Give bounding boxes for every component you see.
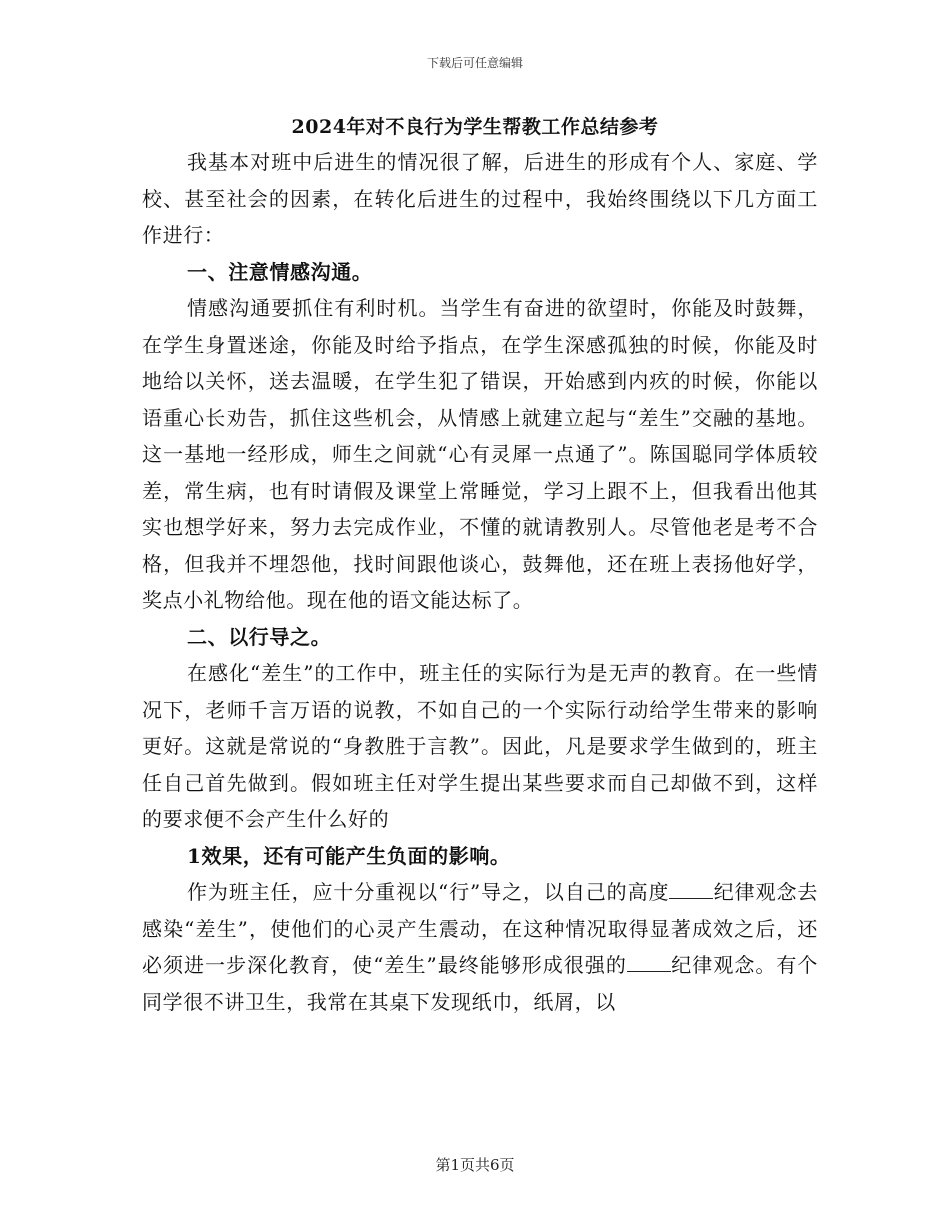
paragraph-discipline-part2: 纪律观念去感染“差生”，使他们的心灵产生震动，在这种情况取得显著成效之后，还必须进一步深化教育，使“差生”最终能够形成很强的 bbox=[142, 880, 818, 977]
document-title: 2024年对不良行为学生帮教工作总结参考 bbox=[291, 116, 659, 138]
paragraph-intro: 我基本对班中后进生的情况很了解，后进生的形成有个人、家庭、学校、甚至社会的因素，在转化后进生的过程中，我始终围绕以下几方面工作进行： bbox=[142, 150, 818, 247]
section-heading-1: 一、注意情感沟通。 bbox=[187, 259, 373, 284]
document-body bbox=[142, 144, 818, 1020]
paragraph-discipline bbox=[142, 874, 818, 1020]
paragraph-discipline-part1: 作为班主任，应十分重视以“行”导之，以自己的高度 bbox=[187, 880, 670, 904]
paragraph-lead-by-action: 在感化“差生”的工作中，班主任的实际行为是无声的教育。在一些情况下，老师千言万语的说教，不如自己的一个实际行动给学生带来的影响更好。这就是常说的“身教胜于言教”。因此，凡是要求学生做到的，班主任自己首先做到。假如班主任对学生提出某些要求而自己却做不到，这样的要求便不会产生什么好的 bbox=[142, 661, 818, 831]
fill-blank-1 bbox=[669, 880, 713, 899]
header-note: 下载后可任意编辑 bbox=[426, 56, 523, 70]
section-heading-3: 1效果，还有可能产生负面的影响。 bbox=[187, 843, 511, 868]
paragraph-emotional-communication: 情感沟通要抓住有利时机。当学生有奋进的欲望时，你能及时鼓舞，在学生身置迷途，你能及时给予指点，在学生深感孤独的时候，你能及时地给以关怀，送去温暖，在学生犯了错误，开始感到内疚的时候，你能以语重心长劝告，抓住这些机会，从情感上就建立起与“差生”交融的基地。这一基地一经形成，师生之间就“心有灵犀一点通了”。陈国聪同学体质较差，常生病，也有时请假及课堂上常睡觉，学习上跟不上，但我看出他其实也想学好来，努力去完成作业，不懂的就请教别人。尽管他老是考不合格，但我并不埋怨他，找时间跟他谈心，鼓舞他，还在班上表扬他好学，奖点小礼物给他。现在他的语文能达标了。 bbox=[142, 296, 818, 612]
section-heading-2: 二、以行导之。 bbox=[187, 624, 332, 649]
fill-blank-2 bbox=[627, 953, 671, 972]
page-footer: 第1页共6页 bbox=[435, 1156, 515, 1174]
paragraph-discipline-part3: 纪律观念。有个同学很不讲卫生，我常在其桌下发现纸巾，纸屑，以 bbox=[142, 953, 818, 1014]
